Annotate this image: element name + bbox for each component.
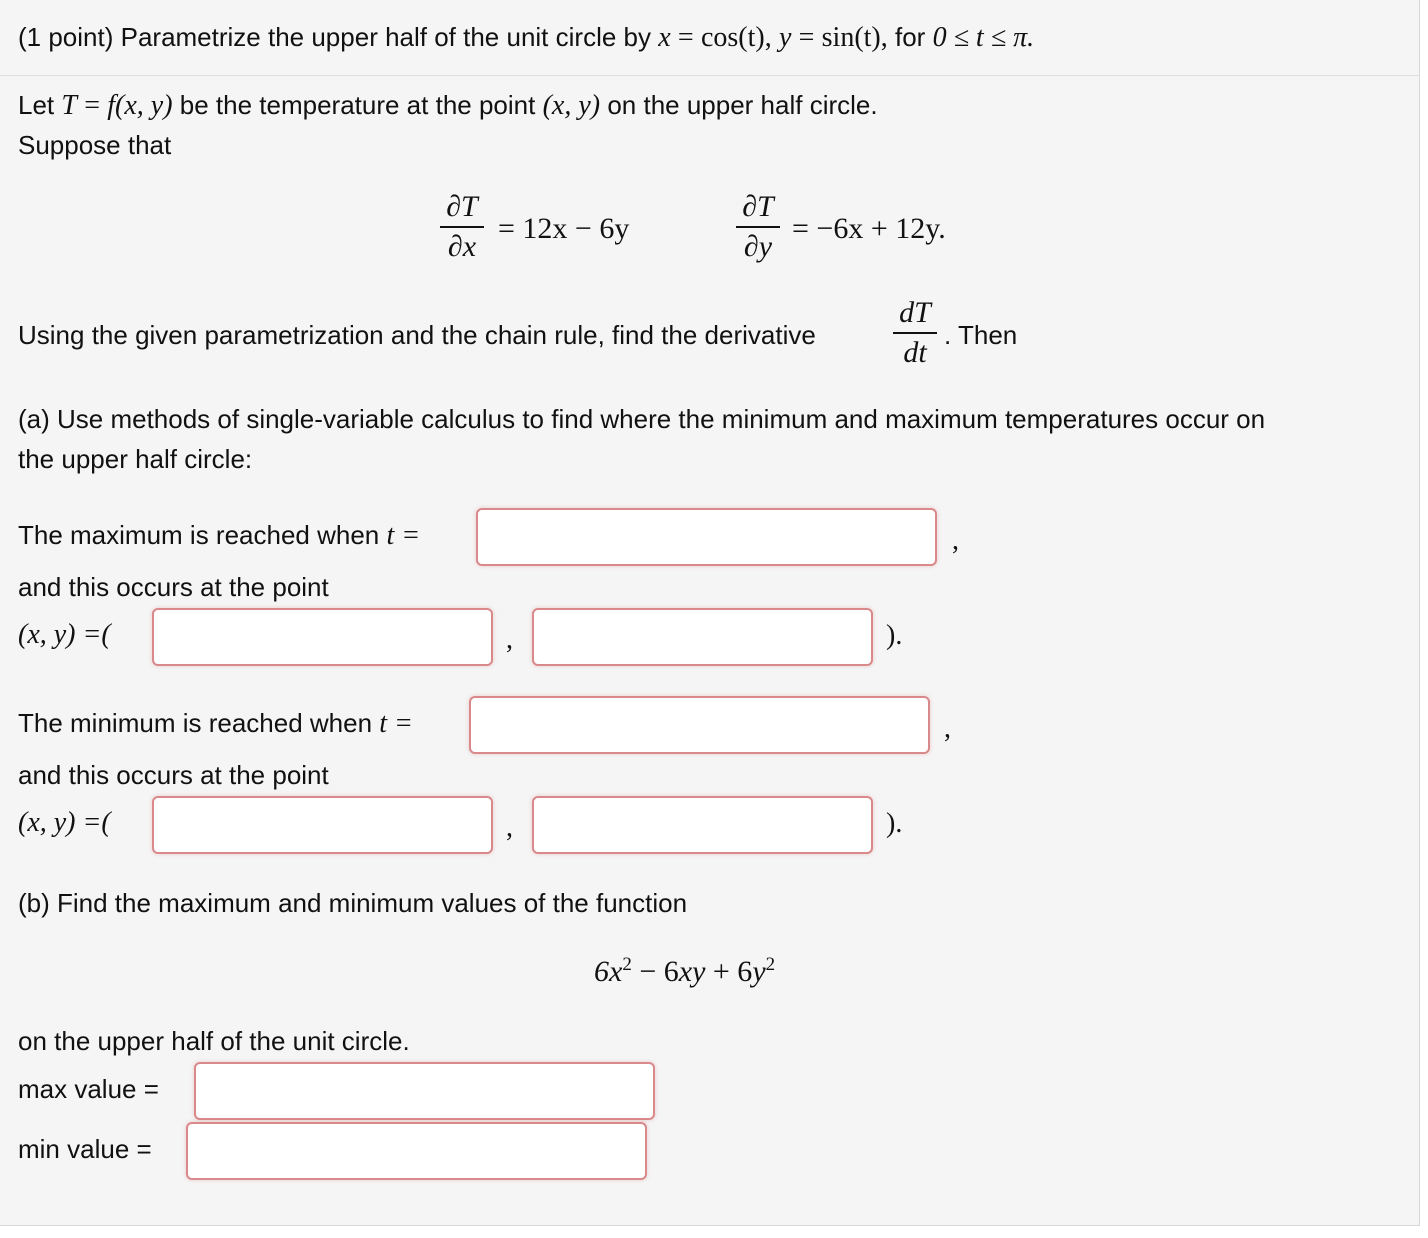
min-t-input[interactable]: [469, 696, 930, 754]
intro-T: T: [61, 90, 77, 121]
fraction-bar: [893, 332, 937, 334]
function-expression: $6x^2 - 6xy + 6y^2$: [594, 954, 776, 988]
close-paren: ).: [886, 808, 903, 839]
xy-label: (x, y) =(: [18, 619, 111, 650]
part-a-line2: the upper half circle:: [18, 444, 253, 474]
dTdy-rhs: = −6x + 12y.: [792, 212, 946, 245]
t-equals: t =: [379, 708, 413, 739]
for-text: for: [894, 22, 926, 52]
fraction-bar: [440, 226, 484, 228]
dTdy-numerator: ∂T: [742, 190, 774, 223]
intro-xy: (x, y): [542, 90, 601, 121]
min-value-input[interactable]: [186, 1122, 647, 1180]
comma: ,: [506, 812, 513, 843]
param-y-var: y: [778, 22, 792, 53]
param-range: 0 ≤ t ≤ π.: [932, 22, 1035, 53]
param-y-eq: =: [798, 22, 815, 53]
xy-label: (x, y) =(: [18, 807, 111, 838]
max-y-input[interactable]: [532, 608, 873, 666]
part-b-line1: (b) Find the maximum and minimum values of the function: [18, 888, 688, 918]
max-label-text: The maximum is reached when: [18, 520, 380, 550]
max-x-input[interactable]: [152, 608, 493, 666]
max-occurs-text: and this occurs at the point: [18, 572, 329, 602]
dTdy-fraction: [736, 190, 780, 264]
min-value-label: min value =: [18, 1134, 152, 1164]
intro-line: [18, 90, 878, 121]
then-text: . Then: [944, 320, 1018, 350]
min-xy-open: [18, 808, 111, 838]
max-label: [18, 520, 420, 551]
min-y-input[interactable]: [532, 796, 873, 854]
t-equals: t =: [386, 520, 421, 551]
max-xy-open: [18, 620, 111, 650]
min-label-text: The minimum is reached when: [18, 708, 373, 738]
dTdx-denominator: ∂x: [447, 230, 477, 263]
dTdt-numerator: dT: [899, 296, 931, 329]
param-x-var: x: [658, 22, 671, 53]
problem-statement: [18, 22, 1034, 53]
chain-rule-text: Using the given parametrization and the chain rule, find the derivative: [18, 320, 816, 350]
param-y-sin: sin(t),: [821, 22, 888, 53]
dTdt-fraction: [893, 296, 937, 370]
header-divider: [0, 75, 1420, 76]
min-label: [18, 708, 413, 739]
comma: ,: [944, 713, 951, 744]
fraction-bar: [736, 226, 780, 228]
suppose-text: Suppose that: [18, 130, 172, 160]
max-t-input[interactable]: [476, 508, 937, 566]
max-value-label: max value =: [18, 1074, 159, 1104]
min-x-input[interactable]: [152, 796, 493, 854]
problem-text: (1 point) Parametrize the upper half of the unit circle by: [18, 22, 651, 52]
intro-f: f(x, y): [107, 90, 173, 121]
close-paren: ).: [886, 620, 903, 651]
on-circle-text: on the upper half of the unit circle.: [18, 1026, 410, 1056]
intro-let: Let: [18, 90, 55, 120]
param-x-cos: cos(t),: [700, 22, 772, 53]
dTdx-rhs: = 12x − 6y: [498, 212, 630, 245]
part-a-line1: (a) Use methods of single-variable calculus to find where the minimum and maximum temperatures occur on: [18, 404, 1266, 434]
intro-eq: =: [84, 90, 100, 121]
intro-mid: be the temperature at the point: [179, 90, 536, 120]
dTdx-numerator: ∂T: [446, 190, 478, 223]
param-x-eq: =: [677, 22, 694, 53]
comma: ,: [952, 525, 959, 556]
intro-end: on the upper half circle.: [607, 90, 878, 120]
dTdy-denominator: ∂y: [743, 230, 773, 263]
comma: ,: [506, 624, 513, 655]
dTdt-denominator: dt: [903, 336, 927, 369]
min-occurs-text: and this occurs at the point: [18, 760, 329, 790]
max-value-input[interactable]: [194, 1062, 655, 1120]
dTdx-fraction: [440, 190, 484, 264]
